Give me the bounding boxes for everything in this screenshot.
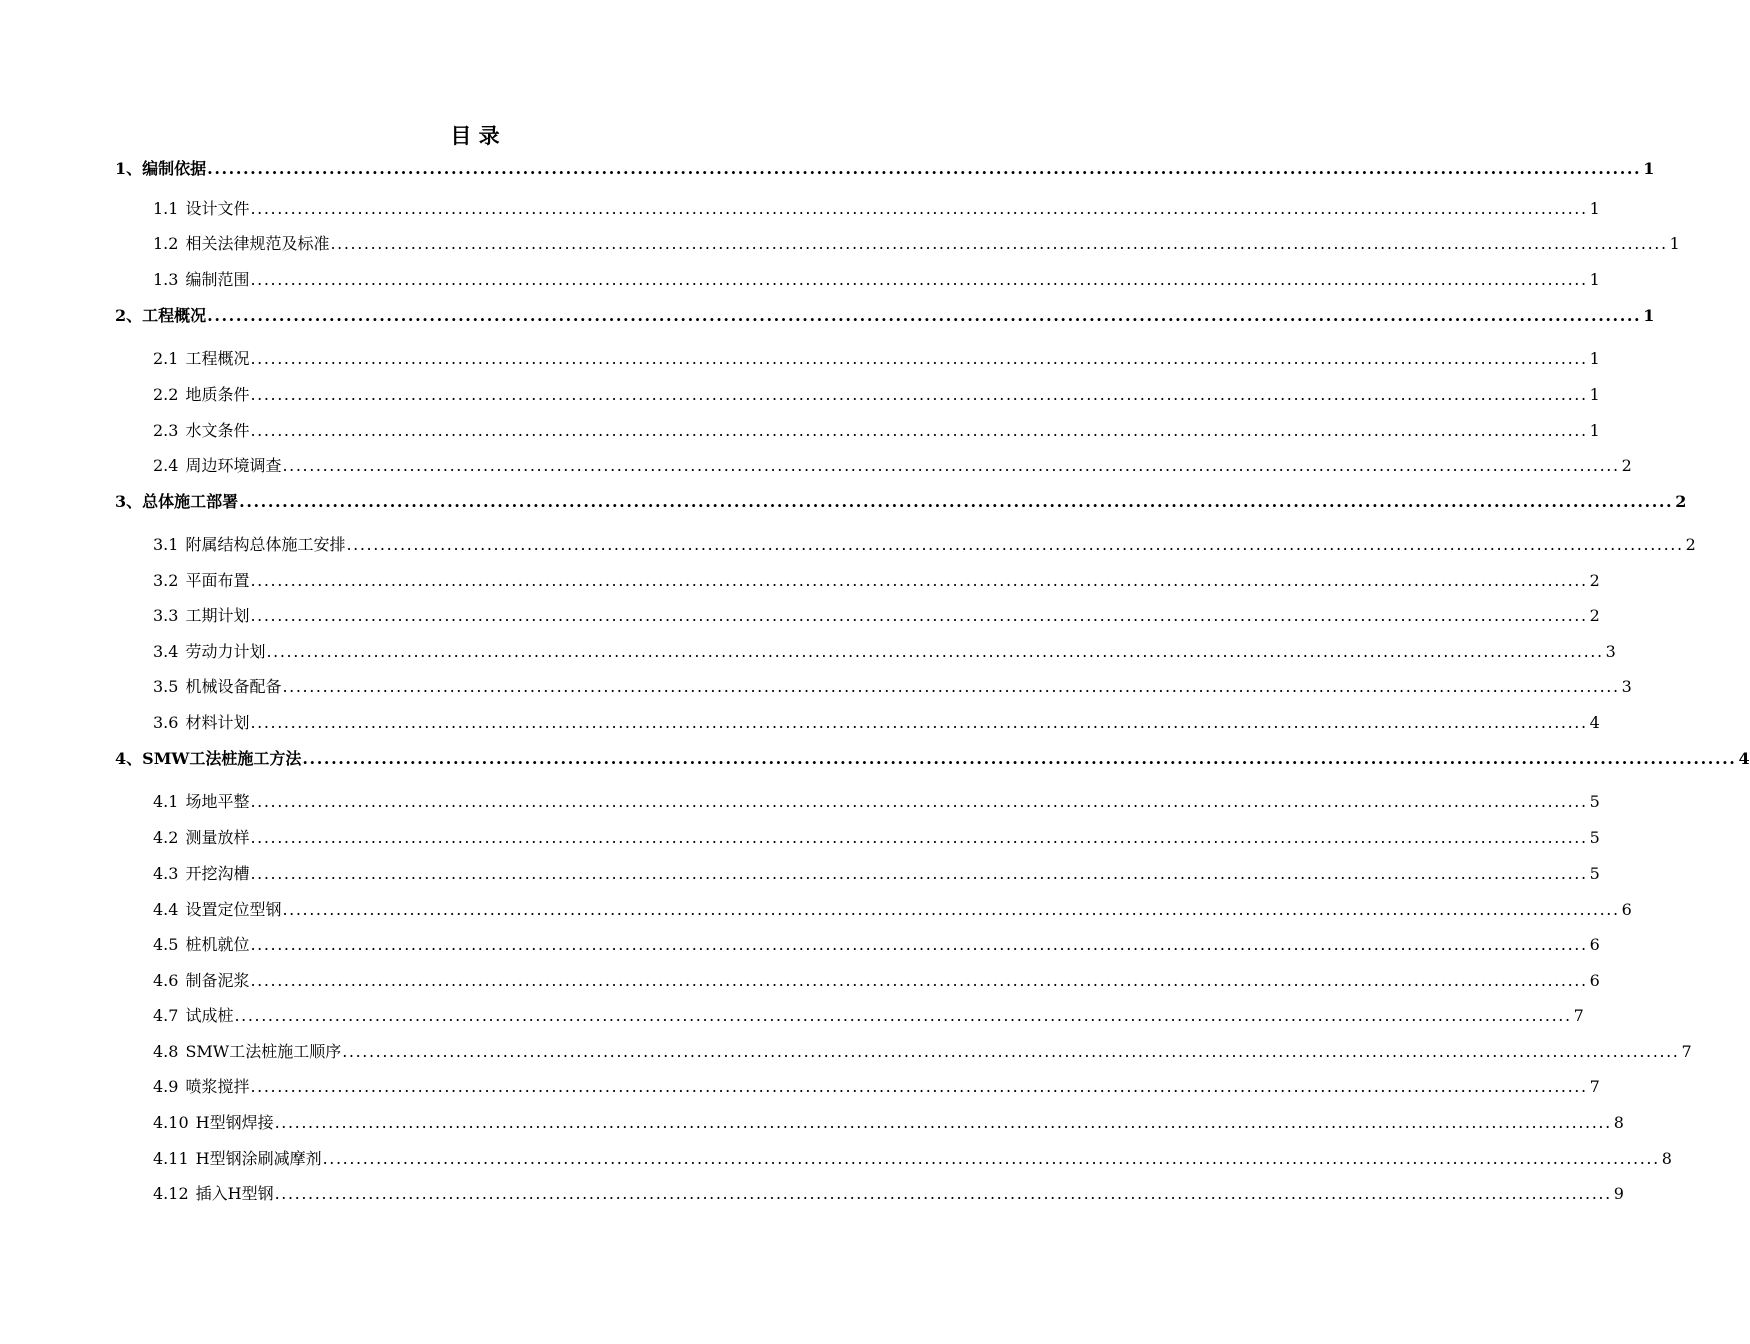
toc-entry-number: 4.9 xyxy=(153,1077,179,1096)
toc-entry-title: 设计文件 xyxy=(185,199,250,218)
toc-entry-number: 4.12 xyxy=(153,1184,189,1203)
page-title: 目 录 xyxy=(450,123,500,148)
toc-page-number: 1 xyxy=(1669,234,1680,253)
toc-entry-label xyxy=(153,711,249,735)
toc-entry-number: 3.5 xyxy=(153,677,179,696)
toc-page-number: 1 xyxy=(1589,421,1600,440)
toc-entry-number: 2.1 xyxy=(153,349,179,368)
toc-page-number: 7 xyxy=(1573,1006,1584,1025)
toc-page-number: 5 xyxy=(1589,864,1600,883)
toc-leader-dots: ........................................................................................................................................................................................................ xyxy=(250,421,1588,440)
toc-leader-dots: ........................................................................................................................................................................................................ xyxy=(234,1006,1572,1025)
toc-entry-label xyxy=(153,1147,322,1171)
toc-entry-label xyxy=(153,454,281,478)
toc-page-number: 5 xyxy=(1589,792,1600,811)
toc-section-entry[interactable] xyxy=(153,640,1616,664)
toc-leader-dots: ........................................................................................................................................................................................................ xyxy=(342,1042,1680,1061)
toc-section-entry[interactable] xyxy=(153,826,1600,850)
toc-leader-dots: ........................................................................................................................................................................................................ xyxy=(250,199,1588,218)
toc-entry-title: 制备泥浆 xyxy=(185,971,250,990)
toc-leader-dots: ........................................................................................................................................................................................................ xyxy=(330,234,1668,253)
toc-entry-label xyxy=(153,675,281,699)
toc-leader-dots: ........................................................................................................................................................................................................ xyxy=(250,971,1588,990)
toc-leader-dots: ........................................................................................................................................................................................................ xyxy=(250,713,1588,732)
toc-entry-title: 平面布置 xyxy=(185,571,250,590)
toc-page-number: 8 xyxy=(1661,1149,1672,1168)
toc-entry-title: 编制范围 xyxy=(185,270,250,289)
toc-section-entry[interactable] xyxy=(153,1004,1584,1028)
toc-page-number: 1 xyxy=(1643,306,1655,325)
toc-entry-number: 4.1 xyxy=(153,792,179,811)
toc-leader-dots: ........................................................................................................................................................................................................ xyxy=(250,828,1588,847)
toc-entry-title: 附属结构总体施工安排 xyxy=(185,535,346,554)
toc-page-number: 4 xyxy=(1738,749,1750,768)
toc-leader-dots: ........................................................................................................................................................................................................ xyxy=(250,606,1588,625)
toc-section-entry[interactable] xyxy=(153,197,1600,221)
toc-entry-label xyxy=(115,304,206,328)
toc-entry-title: 水文条件 xyxy=(185,421,250,440)
toc-entry-number: 2.3 xyxy=(153,421,179,440)
toc-entry-title: SMW工法桩施工方法 xyxy=(142,749,302,768)
toc-section-entry[interactable] xyxy=(153,1147,1672,1171)
toc-section-entry[interactable] xyxy=(153,898,1632,922)
toc-section-entry[interactable] xyxy=(153,604,1600,628)
toc-leader-dots: ........................................................................................................................................................................................................ xyxy=(250,571,1588,590)
toc-entry-number: 4.8 xyxy=(153,1042,179,1061)
toc-section-entry[interactable] xyxy=(153,1075,1600,1099)
toc-entry-title: 设置定位型钢 xyxy=(185,900,282,919)
toc-entry-number: 3、 xyxy=(115,492,143,511)
toc-entry-title: 机械设备配备 xyxy=(185,677,282,696)
toc-leader-dots: ........................................................................................................................................................................................................ xyxy=(250,1077,1588,1096)
toc-entry-label xyxy=(153,232,329,256)
toc-entry-label xyxy=(153,1040,341,1064)
toc-leader-dots: ........................................................................................................................................................................................................ xyxy=(250,864,1588,883)
toc-section-entry[interactable] xyxy=(153,419,1600,443)
toc-entry-title: 插入H型钢 xyxy=(195,1184,274,1203)
toc-entry-label xyxy=(153,419,249,443)
toc-entry-label xyxy=(153,969,249,993)
toc-entry-label xyxy=(153,1004,233,1028)
toc-entry-title: 测量放样 xyxy=(185,828,250,847)
toc-entry-label xyxy=(153,1182,274,1206)
toc-section-entry[interactable] xyxy=(153,969,1600,993)
toc-entry-label xyxy=(153,1075,249,1099)
toc-chapter-entry[interactable] xyxy=(115,304,1655,328)
toc-entry-label xyxy=(153,347,249,371)
toc-leader-dots: ........................................................................................................................................................................................................ xyxy=(322,1149,1660,1168)
toc-entry-number: 2、 xyxy=(115,306,143,325)
toc-leader-dots: ........................................................................................................................................................................................................ xyxy=(274,1184,1612,1203)
toc-page-number: 2 xyxy=(1621,456,1632,475)
toc-entry-label xyxy=(153,604,249,628)
toc-entry-label xyxy=(153,268,249,292)
toc-page-number: 1 xyxy=(1589,270,1600,289)
toc-section-entry[interactable] xyxy=(153,1182,1624,1206)
toc-entry-title: H型钢涂刷减摩剂 xyxy=(195,1149,322,1168)
toc-entry-number: 4.4 xyxy=(153,900,179,919)
toc-section-entry[interactable] xyxy=(153,383,1600,407)
toc-page-number: 6 xyxy=(1621,900,1632,919)
toc-entry-title: 喷浆搅拌 xyxy=(185,1077,250,1096)
toc-entry-number: 4.5 xyxy=(153,935,179,954)
toc-page-number: 8 xyxy=(1613,1113,1624,1132)
toc-page-number: 2 xyxy=(1675,492,1687,511)
toc-leader-dots: ........................................................................................................................................................................................................ xyxy=(250,270,1588,289)
toc-leader-dots: ........................................................................................................................................................................................................ xyxy=(282,900,1620,919)
toc-entry-title: 周边环境调查 xyxy=(185,456,282,475)
toc-page-number: 7 xyxy=(1589,1077,1600,1096)
toc-entry-number: 3.1 xyxy=(153,535,179,554)
toc-entry-label xyxy=(153,898,281,922)
toc-entry-number: 3.6 xyxy=(153,713,179,732)
toc-entry-label xyxy=(153,569,249,593)
toc-entry-label xyxy=(153,933,249,957)
toc-page-number: 3 xyxy=(1621,677,1632,696)
toc-entry-number: 1.2 xyxy=(153,234,179,253)
toc-entry-title: 工期计划 xyxy=(185,606,250,625)
toc-entry-title: H型钢焊接 xyxy=(195,1113,274,1132)
toc-section-entry[interactable] xyxy=(153,862,1600,886)
toc-entry-title: 开挖沟槽 xyxy=(185,864,250,883)
toc-page-number: 9 xyxy=(1613,1184,1624,1203)
toc-entry-number: 4.6 xyxy=(153,971,179,990)
toc-page-number: 2 xyxy=(1589,571,1600,590)
toc-section-entry[interactable] xyxy=(153,790,1600,814)
toc-section-entry[interactable] xyxy=(153,569,1600,593)
toc-entry-number: 4.11 xyxy=(153,1149,189,1168)
toc-entry-title: 工程概况 xyxy=(142,306,207,325)
toc-page-number: 2 xyxy=(1685,535,1696,554)
toc-entry-label xyxy=(153,790,249,814)
toc-entry-label xyxy=(115,490,238,514)
toc-entry-label xyxy=(153,1111,274,1135)
toc-entry-number: 4.2 xyxy=(153,828,179,847)
toc-entry-number: 4.10 xyxy=(153,1113,189,1132)
toc-section-entry[interactable] xyxy=(153,933,1600,957)
toc-section-entry[interactable] xyxy=(153,268,1600,292)
toc-entry-number: 1、 xyxy=(115,159,143,178)
toc-leader-dots: ........................................................................................................................................................................................................ xyxy=(274,1113,1612,1132)
toc-leader-dots: ........................................................................................................................................................................................................ xyxy=(250,935,1588,954)
toc-leader-dots: ........................................................................................................................................................................................................ xyxy=(282,456,1620,475)
toc-page-number: 4 xyxy=(1589,713,1600,732)
toc-entry-title: 地质条件 xyxy=(185,385,250,404)
toc-page-number: 1 xyxy=(1589,385,1600,404)
toc-section-entry[interactable] xyxy=(153,454,1632,478)
toc-entry-title: SMW工法桩施工顺序 xyxy=(185,1042,342,1061)
toc-page-number: 5 xyxy=(1589,828,1600,847)
toc-entry-number: 3.3 xyxy=(153,606,179,625)
toc-entry-title: 相关法律规范及标准 xyxy=(185,234,330,253)
toc-leader-dots: ........................................................................................................................................................................................................ xyxy=(250,792,1588,811)
toc-leader-dots: ........................................................................................................................................................................................................ xyxy=(250,385,1588,404)
toc-leader-dots: ........................................................................................................................................................................................................ xyxy=(346,535,1684,554)
toc-entry-number: 4.3 xyxy=(153,864,179,883)
toc-entry-title: 场地平整 xyxy=(185,792,250,811)
toc-entry-title: 工程概况 xyxy=(185,349,250,368)
toc-entry-title: 劳动力计划 xyxy=(185,642,266,661)
toc-entry-title: 总体施工部署 xyxy=(142,492,239,511)
toc-entry-title: 编制依据 xyxy=(142,159,207,178)
toc-leader-dots: ........................................................................................................................................................................................................ xyxy=(250,349,1588,368)
toc-page-number: 1 xyxy=(1643,159,1655,178)
toc-page-number: 7 xyxy=(1681,1042,1692,1061)
toc-page-number: 3 xyxy=(1605,642,1616,661)
toc-entry-number: 1.3 xyxy=(153,270,179,289)
toc-page-number: 1 xyxy=(1589,349,1600,368)
toc-leader-dots: ........................................................................................................................................................................................................ xyxy=(207,159,1642,178)
toc-entry-label xyxy=(115,747,301,771)
toc-entry-number: 3.4 xyxy=(153,642,179,661)
toc-section-entry[interactable] xyxy=(153,1040,1692,1064)
toc-section-entry[interactable] xyxy=(153,347,1600,371)
toc-entry-label xyxy=(153,640,265,664)
toc-leader-dots: ........................................................................................................................................................................................................ xyxy=(207,306,1642,325)
toc-section-entry[interactable] xyxy=(153,1111,1624,1135)
toc-entry-label xyxy=(153,533,345,557)
toc-entry-title: 试成桩 xyxy=(185,1006,234,1025)
toc-entry-number: 4.7 xyxy=(153,1006,179,1025)
toc-page-number: 2 xyxy=(1589,606,1600,625)
toc-entry-number: 4、 xyxy=(115,749,143,768)
toc-entry-number: 2.4 xyxy=(153,456,179,475)
toc-entry-number: 1.1 xyxy=(153,199,179,218)
toc-leader-dots: ........................................................................................................................................................................................................ xyxy=(266,642,1604,661)
toc-entry-number: 3.2 xyxy=(153,571,179,590)
toc-leader-dots: ........................................................................................................................................................................................................ xyxy=(239,492,1674,511)
toc-entry-label xyxy=(153,197,249,221)
toc-section-entry[interactable] xyxy=(153,711,1600,735)
toc-section-entry[interactable] xyxy=(153,232,1680,256)
toc-entry-number: 2.2 xyxy=(153,385,179,404)
toc-entry-label xyxy=(153,383,249,407)
toc-chapter-entry[interactable] xyxy=(115,747,1750,771)
toc-entry-title: 材料计划 xyxy=(185,713,250,732)
toc-entry-title: 桩机就位 xyxy=(185,935,250,954)
toc-page-number: 6 xyxy=(1589,971,1600,990)
toc-leader-dots: ........................................................................................................................................................................................................ xyxy=(282,677,1620,696)
toc-section-entry[interactable] xyxy=(153,675,1632,699)
toc-entry-label xyxy=(153,826,249,850)
toc-chapter-entry[interactable] xyxy=(115,490,1687,514)
toc-entry-label xyxy=(153,862,249,886)
toc-section-entry[interactable] xyxy=(153,533,1696,557)
toc-page-number: 1 xyxy=(1589,199,1600,218)
toc-page-number: 6 xyxy=(1589,935,1600,954)
toc-entry-label xyxy=(115,157,206,181)
toc-leader-dots: ........................................................................................................................................................................................................ xyxy=(302,749,1737,768)
toc-chapter-entry[interactable] xyxy=(115,157,1655,181)
